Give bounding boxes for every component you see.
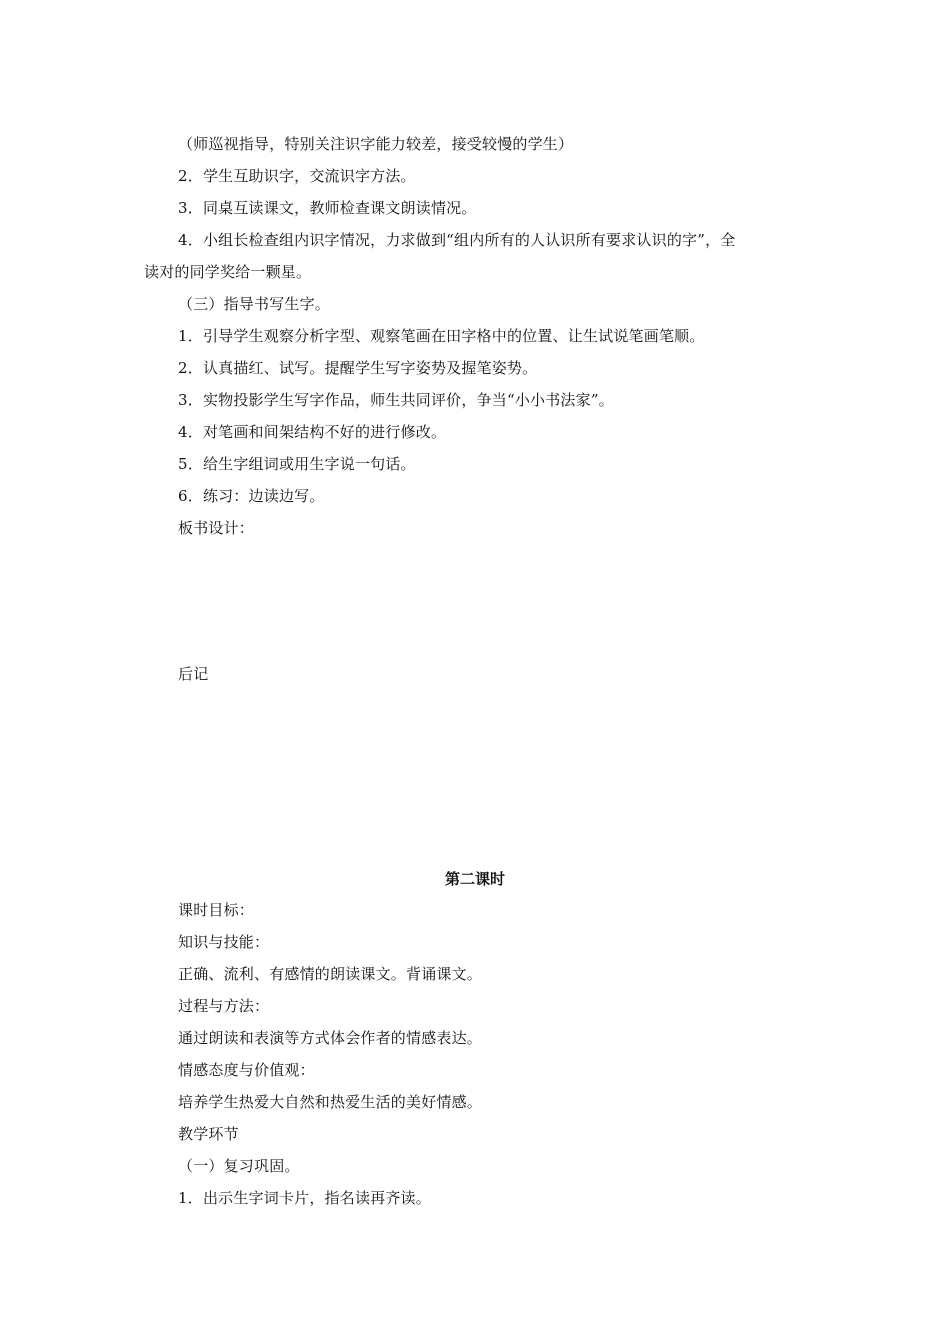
- text-line: 4．对笔画和间架结构不好的进行修改。: [178, 423, 447, 441]
- text-line: 通过朗读和表演等方式体会作者的情感表达。: [178, 1029, 483, 1047]
- text-line: 1．引导学生观察分析字型、观察笔画在田字格中的位置、让生试说笔画笔顺。: [178, 327, 705, 345]
- text-line: （三）指导书写生字。: [178, 295, 331, 313]
- text-line: （师巡视指导，特别关注识字能力较差，接受较慢的学生）: [178, 135, 574, 153]
- text-line: 3．实物投影学生写字作品，师生共同评价，争当“小小书法家”。: [178, 391, 614, 409]
- text-line: 5．给生字组词或用生字说一句话。: [178, 455, 416, 473]
- text-line: 知识与技能：: [178, 933, 270, 951]
- board-design-label: 板书设计：: [178, 519, 255, 537]
- text-line: 4．小组长检查组内识字情况，力求做到“组内所有的人认识所有要求认识的字”，全: [178, 231, 736, 249]
- section-title: 第二课时: [444, 870, 505, 888]
- text-line: 3．同桌互读课文，教师检查课文朗读情况。: [178, 199, 477, 217]
- text-line: 过程与方法：: [178, 997, 270, 1015]
- text-line: 2．学生互助识字，交流识字方法。: [178, 167, 416, 185]
- text-line: 2．认真描红、试写。提醒学生写字姿势及握笔姿势。: [178, 359, 538, 377]
- text-line: 情感态度与价值观：: [178, 1061, 315, 1079]
- text-line: 6．练习：边读边写。: [178, 487, 325, 505]
- text-line: 培养学生热爱大自然和热爱生活的美好情感。: [178, 1093, 483, 1111]
- text-line: 课时目标：: [178, 901, 255, 919]
- text-line: （一）复习巩固。: [178, 1157, 300, 1175]
- text-line: 正确、流利、有感情的朗读课文。背诵课文。: [178, 965, 483, 983]
- text-line: 读对的同学奖给一颗星。: [144, 263, 312, 281]
- text-line: 1．出示生字词卡片，指名读再齐读。: [178, 1189, 431, 1207]
- postscript-label: 后记: [178, 665, 209, 683]
- text-line: 教学环节: [178, 1125, 239, 1143]
